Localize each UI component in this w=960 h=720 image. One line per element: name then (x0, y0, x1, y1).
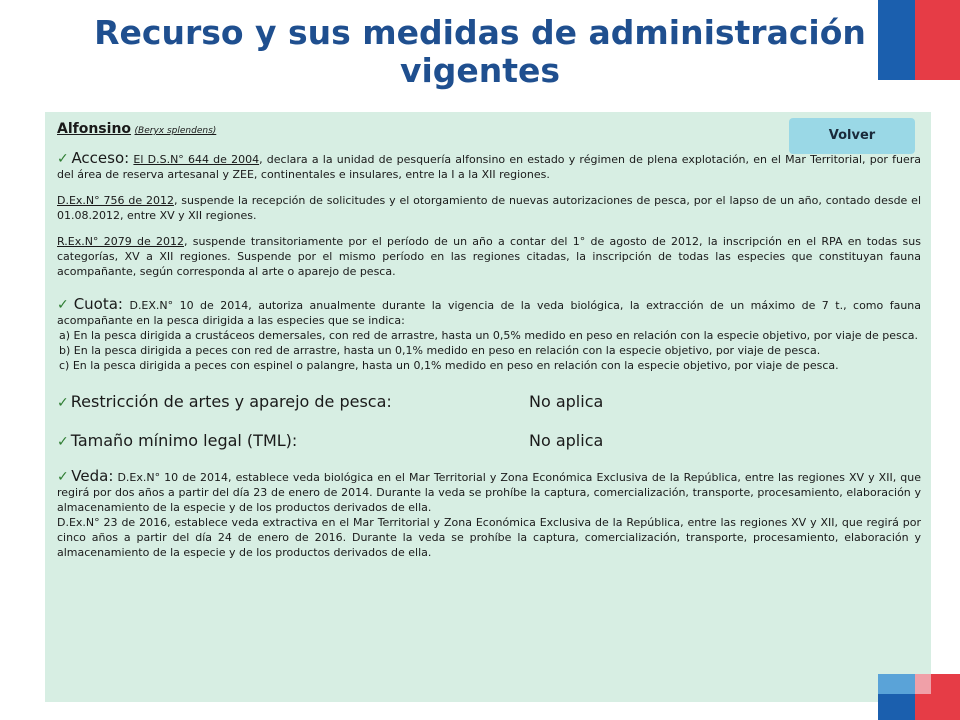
acceso-label: Acceso: (71, 149, 130, 167)
check-icon: ✓ (57, 151, 70, 167)
veda-text-1: D.Ex.N° 10 de 2014, establece veda biológica en el Mar Territorial y Zona Económica Exclusiva de la República, entre las regiones XV y XII, que regirá por dos años a partir del día 23 de enero de 2014. Durante la veda se prohíbe la captura, comercialización, transporte, procesamiento, elaboración y almacenamiento de la especie y de los productos derivados de ella. (57, 471, 921, 514)
flag-logo-top (878, 0, 960, 80)
acceso-text-3: , suspende transitoriamente por el período de un año a contar del 1° de agosto de 2012, la inscripción en el RPA en todas sus categorías, XV a XII regiones. Suspende por el mismo período en las regiones citadas, la inscripción de todas las especies que constituyan fauna acompañante, según corresponda al arte o aparejo de pesca. (57, 235, 921, 278)
veda-paragraph-2: D.Ex.N° 23 de 2016, establece veda extractiva en el Mar Territorial y Zona Económica Exclusiva de la República, entre las regiones XV y XII, que regirá por cinco años a partir del día 24 de enero de 2016. Durante la veda se prohíbe la captura, comercialización, transporte, procesamiento, elaboración y almacenamiento de la especie y de los productos derivados de ella. (57, 516, 921, 559)
restriccion-value: No aplica (529, 392, 604, 411)
flag-logo-bottom (878, 674, 960, 720)
content-panel (45, 112, 931, 702)
veda-label: Veda: (71, 467, 114, 485)
check-icon: ✓ (57, 395, 69, 411)
acceso-paragraph-2 (57, 193, 921, 223)
acceso-text-1: , declara a la unidad de pesquería alfonsino en estado y régimen de plena explotación, en el Mar Territorial, por fuera del área de reserva artesanal y ZEE, continentales e insulares, entre la I a la XII regiones. (57, 153, 922, 181)
cuota-text: D.EX.N° 10 de 2014, autoriza anualmente durante la vigencia de la veda biológica, la extracción de un máximo de 7 t., como fauna acompañante en la pesca dirigida a las especies que se indica: (57, 299, 921, 327)
acceso-text-2: , suspende la recepción de solicitudes y el otorgamiento de nuevas autorizaciones de pesca, por el lapso de un año, contado desde el 01.08.2012, entre XV y XII regiones. (57, 194, 922, 222)
page-title: Recurso y sus medidas de administración vigentes (94, 13, 866, 90)
volver-button[interactable]: Volver (789, 118, 915, 154)
check-icon: ✓ (57, 434, 69, 450)
cuota-item: c) En la pesca dirigida a peces con espinel o palangre, hasta un 0,1% medido en peso en relación con la especie objetivo, por viaje de pesca. (59, 359, 839, 372)
veda-section (57, 469, 921, 515)
species-scientific-name: (Beryx splendens) (134, 126, 217, 136)
species-heading (57, 120, 921, 139)
restriccion-row (57, 391, 921, 414)
acceso-ref-3: R.Ex.N° 2079 de 2012 (57, 235, 184, 248)
acceso-paragraph-3 (57, 234, 921, 279)
restriccion-label: Restricción de artes y aparejo de pesca: (70, 392, 392, 411)
cuota-item: a) En la pesca dirigida a crustáceos demersales, con red de arrastre, hasta un 0,5% medido en peso en relación con la especie objetivo, por viaje de pesca. (59, 329, 919, 342)
cuota-label: Cuota: (73, 295, 123, 313)
acceso-section (57, 151, 921, 182)
cuota-item: b) En la pesca dirigida a peces con red de arrastre, hasta un 0,1% medido en peso en relación con la especie objetivo, por viaje de pesca. (59, 344, 821, 357)
tml-label: Tamaño mínimo legal (TML): (70, 431, 298, 450)
cuota-section (57, 297, 921, 328)
tml-value: No aplica (529, 431, 604, 450)
check-icon: ✓ (57, 469, 70, 485)
species-name: Alfonsino (57, 121, 132, 137)
tml-row (57, 430, 921, 453)
check-icon: ✓ (57, 297, 72, 313)
acceso-ref-2: D.Ex.N° 756 de 2012 (57, 194, 174, 207)
acceso-ref-1: El D.S.N° 644 de 2004 (133, 153, 260, 166)
